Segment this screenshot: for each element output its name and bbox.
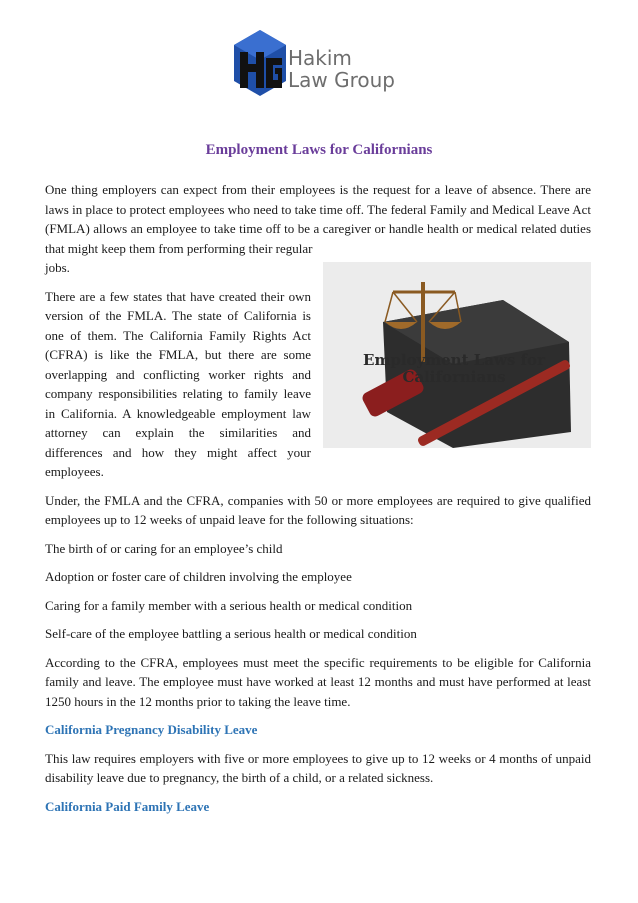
paragraph-requirements: Under, the FMLA and the CFRA, companies with 50 or more employees are required to give qualified employees up to 12 weeks of unpaid leave for the following situations: xyxy=(45,492,591,527)
heading-paid-family-leave: California Paid Family Leave xyxy=(45,798,210,814)
gavel-scales-image xyxy=(323,262,591,448)
image-caption-line-2: Californians xyxy=(402,368,506,386)
paragraph-cfra-eligibility: According to the CFRA, employees must meet the specific requirements to be eligible for California family and leave. The employee must have worked at least 12 months and must have performed at least 1250 hours in the 12 months prior to taking the leave time. xyxy=(45,654,591,709)
list-item-birth: The birth of or caring for an employee’s child xyxy=(45,540,283,556)
paragraph-intro-end: jobs. xyxy=(45,260,70,275)
heading-pregnancy-disability: California Pregnancy Disability Leave xyxy=(45,722,258,737)
image-caption xyxy=(359,352,549,386)
paragraph-pregnancy-disability: This law requires employers with five or more employees to give up to 12 weeks or 4 months of unpaid disability leave due to pregnancy, the birth of a child, or a related sickness. xyxy=(45,750,591,785)
document-body xyxy=(45,180,591,825)
list-item-adoption: Adoption or foster care of children involving the employee xyxy=(45,569,352,584)
paragraph-states: There are a few states that have created their own version of the FMLA. The state of California is one of them. The California Family Rights Act (CFRA) is like the FMLA, but there are some overlapping and conflicting worker rights and company responsibilities relating to family leave in California. A knowledgeable employment law attorney can explain the similarities and differences and how they might affect your employees. xyxy=(45,288,311,479)
logo-line-1: Hakim xyxy=(288,46,352,70)
document-title: Employment Laws for Californians xyxy=(205,142,433,158)
paragraph-intro xyxy=(45,180,591,258)
list-item-self-care: Self-care of the employee battling a serious health or medical condition xyxy=(45,626,417,641)
image-caption-line-1: Employment Laws for xyxy=(363,351,545,369)
logo-wordmark xyxy=(288,47,395,91)
list-item-family-member: Caring for a family member with a serious health or medical condition xyxy=(45,597,413,613)
hlg-logo-mark-icon xyxy=(232,28,288,98)
paragraph-intro-text: One thing employers can expect from their employees is the request for a leave of absence. There are laws in place to protect employees who need to take time off. The federal Family and Medical Leave Act (FMLA) allows an employee to take time off to be a caregiver or handle health or medical related duties that might keep them from performing their regular xyxy=(45,182,591,256)
logo-line-2: Law Group xyxy=(288,68,396,92)
